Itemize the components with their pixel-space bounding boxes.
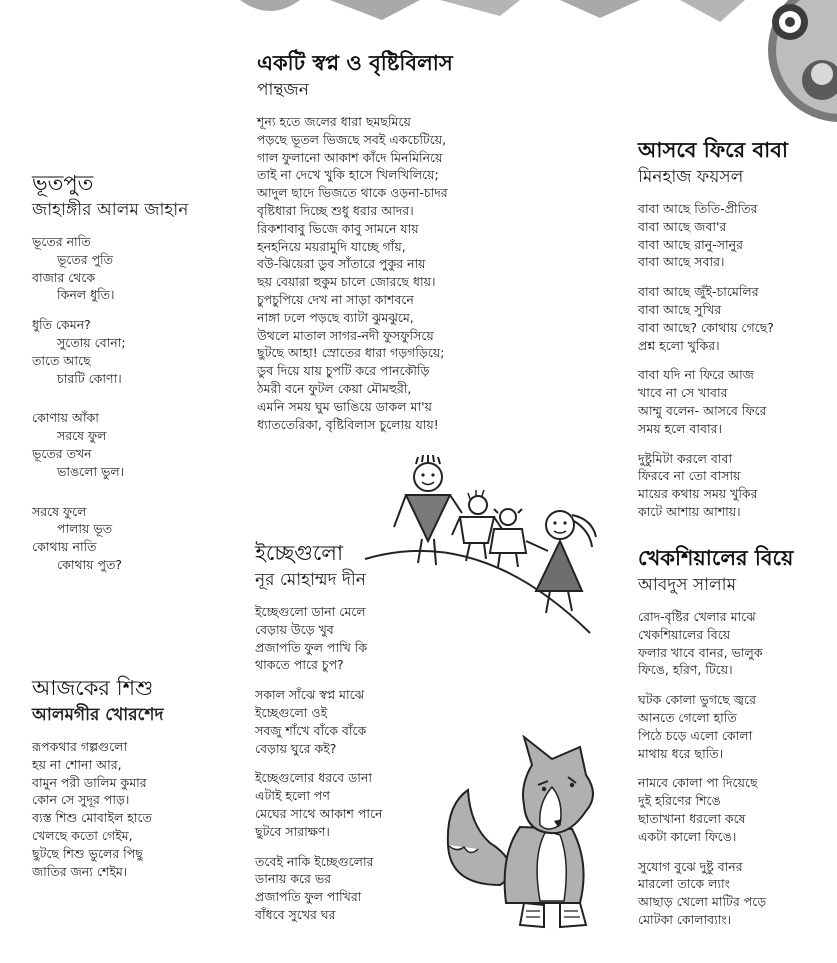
poem-title: একটি স্বপ্ন ও বৃষ্টিবিলাস (257, 51, 453, 75)
poem-line: মাথায় ধরে ছাতি। (638, 745, 724, 761)
stanza (255, 603, 383, 674)
poem-line: ধুতি কেমন? (32, 317, 91, 333)
poem-line: তাই না দেখে খুকি হাসে খিলখিলিয়ে; (257, 167, 439, 183)
stanza (255, 853, 383, 924)
poem-author: আবদুস সালাম (638, 575, 737, 595)
poem-line: উথলে মাতাল সাগর-নদী ফুসফুসিয়ে (257, 327, 434, 343)
poem-baba (638, 137, 788, 533)
stanza (32, 316, 188, 387)
stanza (32, 503, 188, 574)
stanza (255, 686, 383, 757)
poem-line: পালায় ভূত (57, 521, 113, 537)
poem-line: কোথায় পুত? (57, 556, 122, 572)
poem-line: আনতে গেলো হাতি (638, 709, 737, 725)
fox-illustration (440, 735, 625, 930)
poem-line: প্রশ্ন হলো খুকির। (638, 337, 720, 353)
poem-line: শূন্য হতে জলের ধারা ছমছমিয়ে (257, 114, 411, 129)
stanza (32, 738, 163, 880)
stanza (638, 691, 793, 762)
poem-line: একটা কালো ফিঙে। (638, 828, 737, 844)
poem-line: ডানায় করে ভর (255, 871, 332, 887)
poem-line: পিঠে চড়ে এলো কোলা (638, 727, 753, 743)
poem-ajker-shishu (32, 675, 163, 892)
poem-line: চারটি কোণা। (57, 370, 122, 386)
poem-line: ভূতের পুতি (57, 251, 114, 267)
poem-line: সরষে ফুলে (32, 503, 87, 519)
poem-author: নূর মোহাম্মদ দীন (255, 570, 366, 590)
poem-line: খেকশিয়ালের বিয়ে (638, 626, 731, 642)
stanza (638, 200, 788, 271)
poem-line: বাবা আছে সুখির (638, 301, 722, 317)
poem-line: আম্মু বলেন- আসবে ফিরে (638, 402, 767, 418)
poem-line: ফলার খাবে বানর, ভালুক (638, 644, 763, 660)
poem-line: বাবা আছে রানু-সানুর (638, 236, 743, 252)
stanza (638, 608, 793, 679)
poem-line: বাবা যদি না ফিরে আজ (638, 367, 754, 383)
poem-author: আলমগীর খোরশেদ (32, 705, 164, 725)
poem-title: আসবে ফিরে বাবা (638, 138, 789, 162)
poem-line: হয় না শোনা আর, (32, 756, 122, 772)
poem-line: ফিরবে না তো বাসায় (638, 468, 741, 484)
poem-line: কোন সে সুদূর পাড়। (32, 792, 130, 808)
poem-swapno (257, 50, 453, 445)
poem-line: সবজু শাঁখে বাঁকে বাঁকে (255, 722, 367, 738)
poem-line: ঘটক কোলা ভুগছে জ্বরে (638, 692, 756, 708)
poem-line: বৃষ্টিধারা দিচ্ছে শুধু ধরার আদর। (257, 202, 414, 218)
poem-line: মায়ের কথায় সময় খুকির (638, 486, 758, 502)
poem-line: এটাই হলো পণ (255, 788, 330, 804)
poem-line: ইচ্ছেগুলোর ধরবে ডানা (255, 770, 373, 786)
poem-line: ভূতের নাতি (32, 234, 91, 249)
poem-line: বাবা আছে সবার। (638, 254, 725, 270)
poem-line: সুযোগ বুঝে দুষ্টু বানর (638, 858, 743, 874)
poem-line: এমনি সময় ঘুম ভাঙিয়ে ডাকল মা'য় (257, 398, 432, 414)
poem-line: ভূতের তখন (32, 445, 92, 461)
poem-line: রূপকথার গল্পগুলো (32, 739, 128, 754)
poem-title: আজকের শিশু (32, 676, 154, 700)
poem-line: তবেই নাকি ইচ্ছেগুলোর (255, 853, 374, 869)
stanza (257, 113, 453, 433)
poem-line: ফিঙে, হরিণ, টিয়ে। (638, 662, 733, 678)
poem-line: সকাল সাঁঝে স্বপ্ন মাঝে (255, 687, 365, 703)
poem-line: তাতে আছে (32, 352, 91, 368)
poem-line: ছুটছে শিশু ভুলের পিছু (32, 845, 143, 861)
poem-line: নাঙ্গা ঢলে পড়ছে ব্যাটা ঝুমঝুমে, (257, 309, 414, 325)
poem-line: প্রজাপতি ফুল পাখি কি (255, 639, 368, 655)
corner-logo-badge (760, 0, 837, 122)
poem-line: গাল ফুলানো আকাশ কাঁদে মিনমিনিয়ে (257, 149, 443, 165)
stanza (638, 774, 793, 845)
poem-line: কোণায় আঁকা (32, 410, 99, 426)
poem-line: ঠমরী বনে ফুটল কেয়া মৌমহুরী, (257, 380, 412, 396)
poem-line: রোদ-বৃষ্টির খেলার মাঝে (638, 609, 756, 624)
poem-line: সময় হলে বাবার। (638, 420, 722, 436)
poem-line: বামুন পরী ডালিম কুমার (32, 774, 147, 790)
poem-line: জাতির জন্য শেইম। (32, 863, 128, 879)
poem-line: ছুটবে সারাক্ষণ। (255, 823, 330, 839)
poem-line: সুতোয় বোনা; (57, 334, 126, 350)
poem-line: আদুল ছাদে ভিজতে থাকে ওড়না-চাদর (257, 185, 448, 201)
poem-line: দুষ্টুমিটা করলে বাবা (638, 450, 733, 466)
poem-line: খেলছে কতো গেইম, (32, 827, 133, 843)
poem-line: বাজার থেকে (32, 269, 96, 285)
poem-line: বাবা আছে? কোথায় গেছে? (638, 319, 774, 335)
poem-line: হনহনিয়ে ময়রামুদি যাচ্ছে গাঁয়, (257, 238, 406, 254)
poem-title: ভূতপুত (32, 171, 94, 195)
poem-line: চুপচুপিয়ে দেখ না সাড়া কাশবনে (257, 291, 414, 307)
poem-line: ভাঙলো ভুল। (57, 463, 125, 479)
poem-line: ইচ্ছেগুলো ওই (255, 704, 328, 720)
poem-line: পড়ছে ভূতল ভিজছে সবই একচেটিয়ে, (257, 131, 447, 147)
stanza (255, 769, 383, 840)
poem-title: খেকশিয়ালের বিয়ে (638, 546, 794, 570)
poem-line: বাঁধবে সুখের ঘর (255, 906, 336, 922)
stanza (32, 409, 188, 480)
poem-line: মেঘের সাথে আকাশ পানে (255, 805, 383, 821)
stanza (638, 858, 793, 929)
poem-line: খাবে না সে খাবার (638, 385, 728, 401)
poem-author: জাহাঙ্গীর আলম জাহান (32, 200, 189, 220)
poem-line: মারলো তাকে ল্যাং (638, 876, 731, 892)
poem-line: প্রজাপতি ফুল পাখিরা (255, 889, 362, 905)
poem-line: বেড়ায় উড়ে খুব (255, 621, 334, 637)
poem-author: মিনহাজ ফয়সল (638, 167, 744, 187)
poem-line: রিকশাবাবু ভিজে কাবু সামনে যায় (257, 220, 419, 236)
poem-icchegulo (255, 540, 383, 936)
poem-bhutputo (32, 170, 188, 586)
poem-line: ছয় বেয়ারা হুকুম চালে জোরছে ধায়। (257, 274, 436, 290)
stanza (638, 366, 788, 437)
poem-line: বাবা আছে তিতি-প্রীতির (638, 201, 758, 216)
poem-khekshiyal (638, 545, 793, 941)
poem-line: বাবা আছে জবা'র (638, 218, 727, 234)
poem-line: ব্যস্ত শিশু মোবাইল হাতে (32, 810, 152, 826)
poem-line: সরষে ফুল (57, 428, 107, 444)
poem-line: বেড়ায় ঘুরে কই? (255, 740, 337, 756)
poem-line: ছাতাখানা ধরলো কষে (638, 810, 746, 826)
poem-line: বাবা আছে জুঁই-চামেলির (638, 284, 759, 300)
poem-line: কাটে আশায় আশায়। (638, 503, 741, 519)
poem-line: দুই হরিণের শিঙে (638, 793, 721, 809)
stanza (32, 233, 188, 304)
poem-line: ছুটছে আহা! স্রোতের ধারা গড়গড়িয়ে; (257, 345, 445, 361)
poem-line: কিনল ধুতি। (57, 287, 115, 303)
top-banner-shapes (0, 0, 837, 24)
poem-line: বউ-ঝিয়েরা ডুব সাঁতারে পুকুর নায় (257, 256, 426, 272)
poem-line: আছাড় খেলো মাটির পড়ে (638, 894, 767, 910)
poem-line: ইচ্ছেগুলো ডানা মেলে (255, 604, 366, 619)
poem-title: ইচ্ছেগুলো (255, 541, 344, 565)
family-stick-figures (360, 455, 600, 635)
poem-author: পান্থজন (257, 80, 309, 100)
poem-line: মোটকা কোলাব্যাং। (638, 911, 732, 927)
poem-line: নামবে কোলা পা দিয়েছে (638, 775, 758, 791)
stanza (638, 283, 788, 354)
poem-line: ধ্যাততেরিকা, বৃষ্টিবিলাস চুলোয় যায়! (257, 416, 439, 432)
poem-line: ডুব দিয়ে যায় চুপটি করে পানকৌড়ি (257, 363, 430, 379)
poem-line: থাকতে পারে চুপ? (255, 657, 344, 673)
poem-line: কোথায় নাতি (32, 539, 97, 555)
stanza (638, 450, 788, 521)
